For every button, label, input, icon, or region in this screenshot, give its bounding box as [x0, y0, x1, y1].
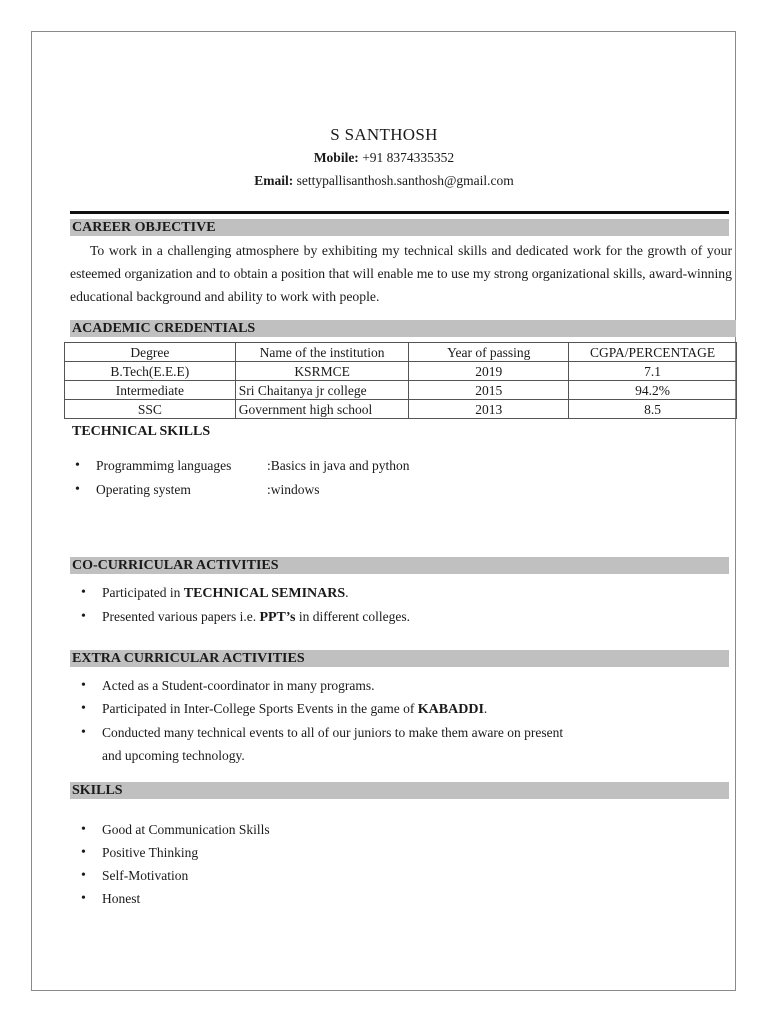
skills-heading: SKILLS — [70, 782, 729, 799]
degree-cell: B.Tech(E.E.E) — [65, 362, 236, 381]
header-cell: CGPA/PERCENTAGE — [569, 343, 737, 362]
item-emphasis: PPT’s — [259, 610, 296, 625]
header-divider — [70, 211, 729, 214]
header-cell: Name of the institution — [235, 343, 409, 362]
year-cell: 2015 — [409, 381, 569, 400]
email-label: Email: — [254, 173, 294, 188]
academic-table — [64, 342, 737, 419]
extra-curricular-heading: EXTRA CURRICULAR ACTIVITIES — [70, 650, 729, 667]
list-item: • Good at Communication Skills — [76, 818, 270, 841]
skill-label: Operating system — [96, 482, 191, 497]
skill-value: :windows — [267, 482, 320, 497]
skills-list — [76, 818, 270, 910]
list-item-continuation — [76, 744, 563, 767]
item-text: Conducted many technical events to all of our juniors to make them aware on present — [102, 725, 564, 740]
career-objective-paragraph: To work in a challenging atmosphere by exhibiting my technical skills and dedicated work for the growth of your esteemed organization and to obtain a position that will enable me to use my strong organizational skills, award-winning educational background and ability to work with people. — [70, 243, 732, 304]
item-text: Participated in — [102, 585, 184, 600]
list-item: • Positive Thinking — [76, 841, 270, 864]
header-cell: Year of passing — [409, 343, 569, 362]
item-text-end: in different colleges. — [295, 609, 410, 624]
list-item — [76, 605, 410, 629]
career-objective-text — [70, 239, 732, 308]
skill-value: :Basics in java and python — [267, 458, 410, 473]
item-text: and upcoming technology. — [102, 748, 245, 763]
candidate-name: S SANTHOSH — [330, 125, 438, 144]
email-line — [0, 173, 768, 189]
co-curricular-heading: CO-CURRICULAR ACTIVITIES — [70, 557, 729, 574]
extra-curricular-list — [76, 674, 563, 767]
score-cell: 8.5 — [569, 400, 737, 419]
list-item — [76, 581, 410, 605]
list-item: • Self-Motivation — [76, 864, 270, 887]
year-cell: 2019 — [409, 362, 569, 381]
co-curricular-list — [76, 581, 410, 629]
item-emphasis: KABADDI — [417, 702, 484, 717]
mobile-line — [0, 150, 768, 166]
table-row — [65, 381, 737, 400]
score-cell: 94.2% — [569, 381, 737, 400]
list-item — [76, 674, 563, 697]
header-cell: Degree — [65, 343, 236, 362]
list-item — [70, 478, 409, 502]
institution-cell: Sri Chaitanya jr college — [235, 381, 409, 400]
item-text-end: . — [483, 701, 488, 716]
item-text: Presented various papers i.e. — [102, 609, 260, 624]
year-cell: 2013 — [409, 400, 569, 419]
table-row — [65, 400, 737, 419]
skill-label: Programmimg languages — [96, 458, 232, 473]
academic-header-row — [65, 343, 737, 362]
item-text: Acted as a Student-coordinator in many programs. — [102, 678, 375, 693]
item-text: Participated in Inter-College Sports Events in the game of — [102, 701, 418, 716]
technical-skills-heading: TECHNICAL SKILLS — [72, 424, 211, 439]
degree-cell: Intermediate — [65, 381, 236, 400]
institution-cell: Government high school — [235, 400, 409, 419]
score-cell: 7.1 — [569, 362, 737, 381]
technical-skills-list — [70, 454, 409, 502]
degree-cell: SSC — [65, 400, 236, 419]
mobile-value: +91 8374335352 — [358, 150, 455, 165]
list-item — [70, 454, 409, 478]
career-objective-heading: CAREER OBJECTIVE — [70, 219, 729, 236]
list-item — [76, 721, 563, 744]
table-row — [65, 362, 737, 381]
email-value: settypallisanthosh.santhosh@gmail.com — [293, 173, 514, 188]
institution-cell: KSRMCE — [235, 362, 409, 381]
list-item — [76, 697, 563, 721]
mobile-label: Mobile: — [313, 150, 359, 165]
academic-heading: ACADEMIC CREDENTIALS — [70, 320, 736, 337]
item-emphasis: TECHNICAL SEMINARS — [183, 586, 346, 601]
list-item: • Honest — [76, 887, 270, 910]
item-text-end: . — [345, 585, 349, 600]
